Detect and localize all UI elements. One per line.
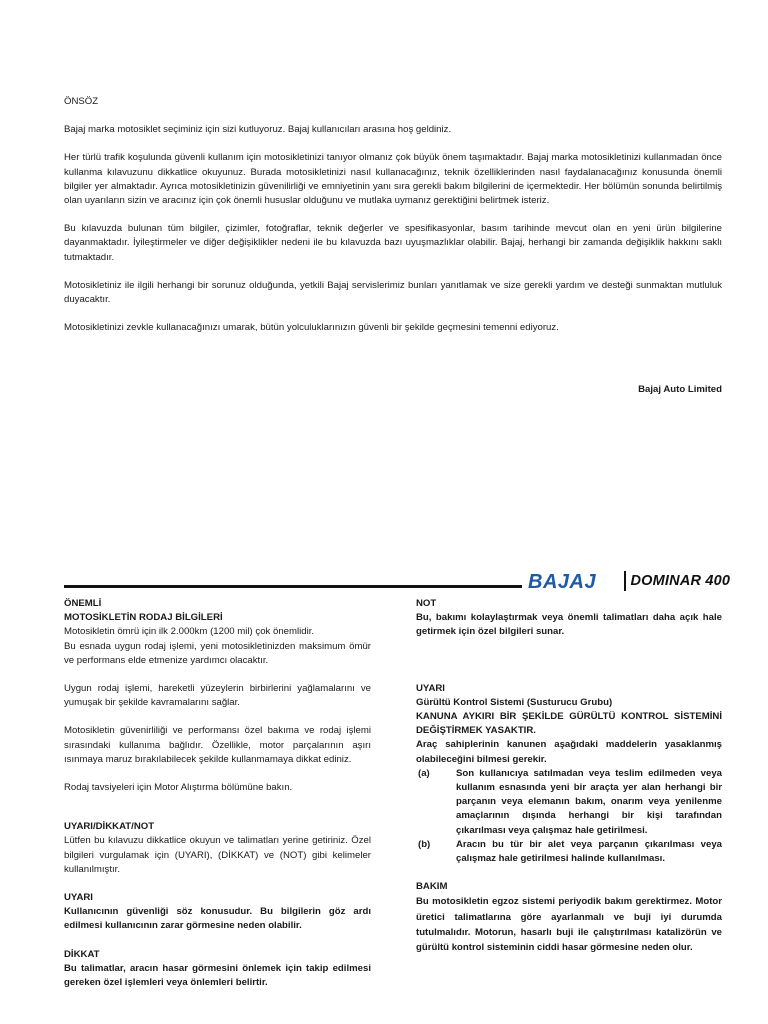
- noise-warning-title: UYARI: [416, 682, 445, 694]
- break-in-text-4: Motosikletin güvenirliliği ve performansı özel bakıma ve rodaj işlemi sırasındaki kullanıma bağlıdır. Özellikle, motor parçalarının aşırı ısınmaya maruz bırakılabilecek şekilde kullanmamaya dikkat ediniz.: [64, 725, 371, 765]
- break-in-title: MOTOSİKLETİN RODAJ BİLGİLERİ: [64, 612, 223, 624]
- header-rule: [64, 585, 522, 588]
- preface-paragraph-5: Motosikletinizi zevkle kullanacağınızı umarak, bütün yolculuklarınızın güvenli bir şekilde geçmesini temenni ediyoruz.: [64, 322, 559, 334]
- list-item-label: (b): [418, 838, 431, 850]
- preface-heading: ÖNSÖZ: [64, 96, 99, 107]
- list-item-label: (a): [418, 767, 430, 779]
- logo-separator: [624, 571, 626, 591]
- notice-title: UYARI/DİKKAT/NOT: [64, 821, 155, 833]
- warning-text: Kullanıcının güvenliği söz konusudur. Bu bilgilerin göz ardı edilmesi kullanıcının zarar görmesine neden olabilir.: [64, 906, 371, 932]
- important-label: ÖNEMLİ: [64, 598, 102, 609]
- notice-text: Lütfen bu kılavuzu dikkatlice okuyun ve talimatları yerine getiriniz. Özel bilgileri vurgulamak için (UYARI), (DİKKAT) ve (NOT) gibi kelimeler kullanılmıştır.: [64, 835, 371, 875]
- break-in-text-2: Bu esnada uygun rodaj işlemi, yeni motosikletinizden maksimum ömür ve performans elde etmenize yardımcı olacaktır.: [64, 640, 371, 666]
- list-item-text: Aracın bu tür bir alet veya parçanın çıkarılması veya çalışmaz hale getirilmesi halinde kullanılması.: [456, 838, 722, 865]
- break-in-text-1: Motosikletin ömrü için ilk 2.000km (1200 mil) çok önemlidir.: [64, 626, 315, 638]
- list-item: [416, 767, 722, 838]
- note-title: NOT: [416, 598, 437, 609]
- break-in-text-5: Rodaj tavsiyeleri için Motor Alıştırma bölümüne bakın.: [64, 782, 293, 794]
- noise-intro: Araç sahiplerinin kanunen aşağıdaki maddelerin yasaklanmış olabileceğini bilmesi gerekir.: [416, 739, 722, 765]
- model-name: DOMINAR 400: [630, 573, 731, 589]
- caution-title: DİKKAT: [64, 948, 100, 960]
- preface-paragraph-1: Bajaj marka motosiklet seçiminiz için sizi kutluyoruz. Bajaj kullanıcıları arasına hoş geldiniz.: [64, 124, 452, 136]
- preface-section: [64, 95, 722, 335]
- preface-paragraph-4: Motosikletiniz ile ilgili herhangi bir sorunuz olduğunda, yetkili Bajaj servislerimiz bunları yanıtlamak ve size gerekli yardım ve desteği sunmaktan mutluluk duyacaktır.: [64, 279, 722, 306]
- noise-system-title: Gürültü Kontrol Sistemi (Susturucu Grubu): [416, 696, 613, 708]
- maintenance-text: Bu motosikletin egzoz sistemi periyodik bakım gerektirmez. Motor üretici talimatlarına göre ayarlanmalı ve buji iyi durumda tutulmalıdır. Motorun, hasarlı buji ile çalıştırılması katalizörün ve gürültü kontrol sisteminin ciddi hasar görmesine neden olur.: [416, 896, 722, 954]
- noise-law: KANUNA AYKIRI BİR ŞEKİLDE GÜRÜLTÜ KONTROL SİSTEMİNİ DEĞİŞTİRMEK YASAKTIR.: [416, 711, 722, 737]
- list-item: [416, 838, 722, 866]
- warning-title: UYARI: [64, 892, 93, 904]
- note-text: Bu, bakımı kolaylaştırmak veya önemli talimatları daha açık hale getirmek için özel bilgileri sunar.: [416, 612, 722, 638]
- svg-text:BAJAJ: BAJAJ: [528, 571, 597, 591]
- preface-paragraph-2: Her türlü trafik koşulunda güvenli kullanım için motosikletinizi tanıyor olmanız çok büyük önem taşımaktadır. Bajaj marka motosikletinizi kullanmadan önce kullanma kılavuzunu dikkatlice okuyunuz. Burada motosikletinizi nasıl kullanacağınız, teknik özelliklerinden nasıl faydalanacağınız konusunda önemli bilgiler yer almaktadır. Ayrıca motosikletinizin güvenilirliği ve emniyetinin yanı sıra gerekli bakım bilgilerini de içermektedir. Her bölümün sonunda belirtilmiş olan uyarıların sizin ve aracınız için çok önemli hususlar olduğunu ve mutlaka uymanız gerektiğini belirtmek isteriz.: [64, 152, 722, 207]
- maintenance-title: BAKIM: [416, 881, 448, 893]
- brand-logo: [528, 570, 730, 592]
- signature: Bajaj Auto Limited: [638, 384, 722, 395]
- bajaj-wordmark: [528, 571, 620, 591]
- preface-paragraph-3: Bu kılavuzda bulunan tüm bilgiler, çizimler, fotoğraflar, teknik değerler ve spesifikasyonlar, basım tarihinde mevcut olan en yeni ürün bilgilerine dayanmaktadır. İyileştirmeler ve diğer değişiklikler nedeni ile bu kılavuzda bazı uyuşmazlıklar olabilir. Bajaj, herhangi bir zamanda değişiklik hakkını saklı tutmaktadır.: [64, 223, 722, 263]
- list-item-text: Son kullanıcıya satılmadan veya teslim edilmeden veya kullanım esnasında yeni bir araçta yer alan herhangi bir parçanın veya elemanın bakım, onarım veya yenilenme amaçlarının dışında herhangi bir kişi tarafından çıkarılması veya çalışmaz hale getirilmesi.: [456, 767, 722, 836]
- left-column: [64, 597, 371, 990]
- caution-text: Bu talimatlar, aracın hasar görmesini önlemek için takip edilmesi gereken özel işlemleri veya önlemleri belirtir.: [64, 962, 371, 989]
- break-in-text-3: Uygun rodaj işlemi, hareketli yüzeylerin birbirlerini yağlamalarını ve yumuşak bir şekilde kavramalarını sağlar.: [64, 683, 371, 709]
- right-column: [416, 597, 722, 955]
